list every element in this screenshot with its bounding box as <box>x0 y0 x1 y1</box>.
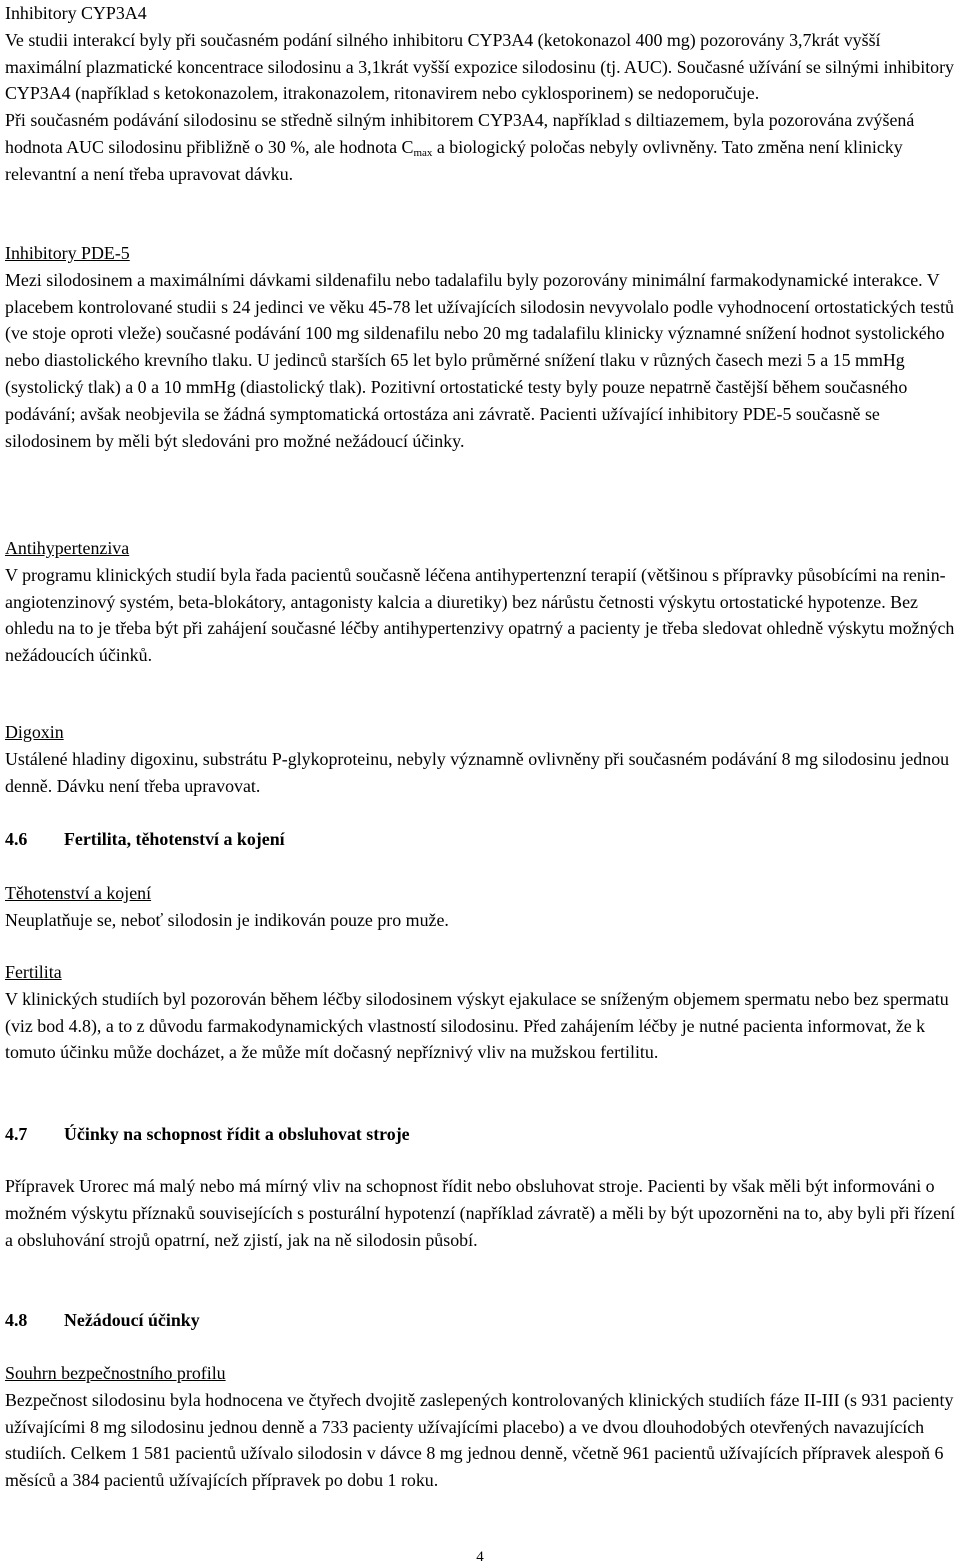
fertility-heading: Fertilita <box>5 962 62 982</box>
section-4-7-title-text: Účinky na schopnost řídit a obsluhovat stroje <box>64 1124 410 1144</box>
cyp3a4-paragraph-1: Ve studii interakcí byly při současném podání silného inhibitoru CYP3A4 (ketokonazol 400 mg) pozorovány 3,7krát vyšší maximální plazmatické koncentrace silodosinu a 3,1krát vyšší expozice silodosinu (tj. AUC). Současné užívání se silnými inhibitory CYP3A4 (například s ketokonazolem, itrakonazolem, ritonavirem nebo cyklosporinem) se nedoporučuje. <box>5 29 955 104</box>
antihypertensives-section <box>5 535 957 669</box>
cyp3a4-section <box>5 0 957 188</box>
section-4-8-number: 4.8 <box>5 1310 28 1330</box>
antihypertensives-paragraph: V programu klinických studií byla řada pacientů současně léčena antihypertenzní terapií (většinou s přípravky působícími na renin-angiotenzinový systém, beta-blokátory, antagonisty kalcia a diuretiky) bez nárůstu četnosti výskytu ortostatické hypotenze. Bez ohledu na to je třeba být při zahájení současné léčby antihypertenzivy opatrný a pacienty je třeba sledovat ohledně výskytu možných nežádoucích účinků. <box>5 564 955 666</box>
cyp3a4-paragraph-2 <box>5 107 957 187</box>
digoxin-section <box>5 719 957 799</box>
pregnancy-heading: Těhotenství a kojení <box>5 883 152 903</box>
section-4-6-number: 4.6 <box>5 829 28 849</box>
section-4-6-title <box>5 826 957 853</box>
pregnancy-section <box>5 880 957 934</box>
section-4-8-title-text: Nežádoucí účinky <box>64 1310 200 1330</box>
pde5-heading: Inhibitory PDE-5 <box>5 243 130 263</box>
pde5-section <box>5 240 957 454</box>
section-4-8-title <box>5 1307 957 1334</box>
page-number: 4 <box>476 1549 484 1565</box>
section-4-8-heading <box>5 1307 957 1334</box>
cmax-subscript: max <box>413 146 433 159</box>
cyp3a4-text-b: a biologický poločas nebyly ovlivněny. Tato změna není klinicky relevantní a není třeba upravovat dávku. <box>5 136 903 184</box>
digoxin-heading: Digoxin <box>5 722 64 742</box>
antihypertensives-heading: Antihypertenziva <box>5 538 130 558</box>
section-4-6-heading <box>5 826 957 853</box>
safety-summary-paragraph: Bezpečnost silodosinu byla hodnocena ve čtyřech dvojitě zaslepených kontrolovaných klinických studiích fáze II-III (s 931 pacienty užívajícími 8 mg silodosinu jednou denně a 733 pacienty užívajícími placebo) a ve dvou dlouhodobých otevřených navazujících studiích. Celkem 1 581 pacientů užívalo silodosin v dávce 8 mg jednou denně, včetně 961 pacientů užívajících přípravek alespoň 6 měsíců a 384 pacientů užívajících přípravek po dobu 1 roku. <box>5 1389 954 1491</box>
safety-summary-heading: Souhrn bezpečnostního profilu <box>5 1363 226 1383</box>
driving-section <box>5 1173 957 1253</box>
pregnancy-paragraph: Neuplatňuje se, neboť silodosin je indikován pouze pro muže. <box>5 909 449 930</box>
section-4-6-title-text: Fertilita, těhotenství a kojení <box>64 829 285 849</box>
cyp3a4-text-a: Při současném podávání silodosinu se středně silným inhibitorem CYP3A4, například s diltiazemem, byla pozorována zvýšená hodnota AUC silodosinu přibližně o 30 %, ale hodnota C <box>5 110 915 157</box>
section-4-7-number: 4.7 <box>5 1124 28 1144</box>
fertility-paragraph: V klinických studiích byl pozorován během léčby silodosinem výskyt ejakulace se sníženým objemem spermatu nebo bez spermatu (viz bod 4.8), a to z důvodu farmakodynamických vlastností silodosinu. Před zahájením léčby je nutné pacienta informovat, že k tomuto účinku může docházet, a že může mít dočasný nepříznivý vliv na mužskou fertilitu. <box>5 988 949 1063</box>
fertility-section <box>5 959 957 1066</box>
section-4-7-heading <box>5 1121 957 1148</box>
safety-summary-section <box>5 1360 957 1494</box>
section-4-7-title <box>5 1121 957 1148</box>
driving-paragraph: Přípravek Urorec má malý nebo má mírný vliv na schopnost řídit nebo obsluhovat stroje. Pacienti by však měli být informováni o možném výskytu příznaků souvisejících s posturální hypotenzí (například závratě) a měli by být upozorněni na to, aby byli při řízení a obsluhování strojů opatrní, než zjistí, jak na ně silodosin působí. <box>5 1176 955 1250</box>
pde5-paragraph: Mezi silodosinem a maximálními dávkami sildenafilu nebo tadalafilu byly pozorovány minimální farmakodynamické interakce. V placebem kontrolované studii s 24 jedinci ve věku 45-78 let užívajících silodosin nevyvolalo podle vyhodnocení ortostatických testů (ve stoje oproti vleže) současné podávání 100 mg sildenafilu nebo 20 mg tadalafilu klinicky významné snížení hodnot systolického nebo diastolického krevního tlaku. U jedinců starších 65 let bylo průměrné snížení tlaku v různých časech mezi 5 a 15 mmHg (systolický tlak) a 0 a 10 mmHg (diastolický tlak). Pozitivní ortostatické testy byly pouze nepatrně častější během současného podávání; avšak neobjevila se žádná symptomatická ortostáza ani závratě. Pacienti užívající inhibitory PDE-5 současně se silodosinem by měli být sledováni pro možné nežádoucí účinky. <box>5 269 954 451</box>
cyp3a4-heading: Inhibitory CYP3A4 <box>5 3 147 23</box>
digoxin-paragraph: Ustálené hladiny digoxinu, substrátu P-glykoproteinu, nebyly významně ovlivněny při současném podávání 8 mg silodosinu jednou denně. Dávku není třeba upravovat. <box>5 748 950 796</box>
